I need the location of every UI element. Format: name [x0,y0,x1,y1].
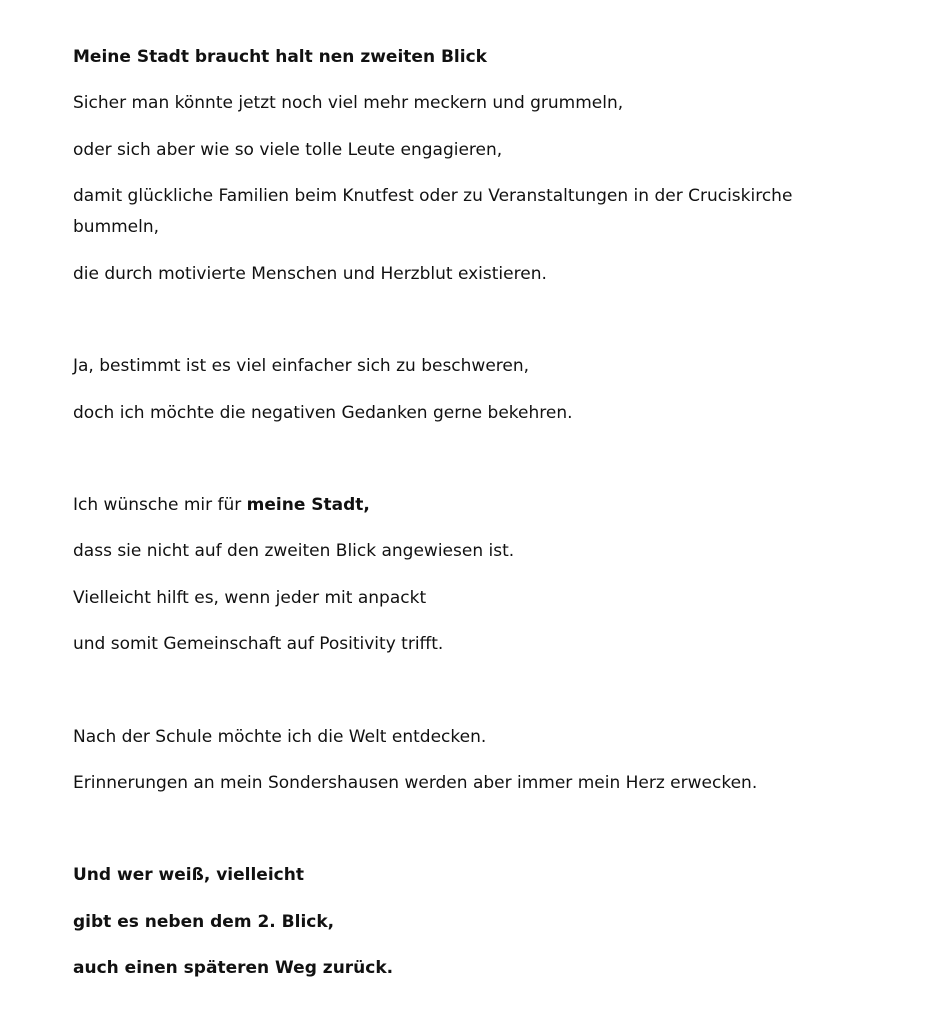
poem-title: Meine Stadt braucht halt nen zweiten Blick [73,47,487,67]
poem-line: damit glückliche Familien beim Knutfest oder zu Veranstaltungen in der Cruciskirche bummeln, [73,186,793,237]
poem-line: gibt es neben dem 2. Blick, [73,912,335,932]
poem-line [73,490,873,521]
poem-line: doch ich möchte die negativen Gedanken gerne bekehren. [73,403,573,423]
poem-line: Nach der Schule möchte ich die Welt entdecken. [73,727,487,747]
poem-line: Erinnerungen an mein Sondershausen werden aber immer mein Herz erwecken. [73,773,758,793]
poem-line: die durch motivierte Menschen und Herzblut existieren. [73,264,547,284]
poem-line: dass sie nicht auf den zweiten Blick angewiesen ist. [73,541,515,561]
poem-line-emphasis: meine Stadt, [246,495,370,515]
poem-line: Vielleicht hilft es, wenn jeder mit anpackt [73,588,427,608]
poem-line-text: Ich wünsche mir für [73,495,247,515]
poem-line: Ja, bestimmt ist es viel einfacher sich zu beschweren, [73,356,530,376]
poem-line: oder sich aber wie so viele tolle Leute engagieren, [73,140,503,160]
poem-line: Und wer weiß, vielleicht [73,865,304,885]
poem-line: und somit Gemeinschaft auf Positivity trifft. [73,634,444,654]
poem-line: auch einen späteren Weg zurück. [73,958,394,978]
poem-line: Sicher man könnte jetzt noch viel mehr meckern und grummeln, [73,93,624,113]
